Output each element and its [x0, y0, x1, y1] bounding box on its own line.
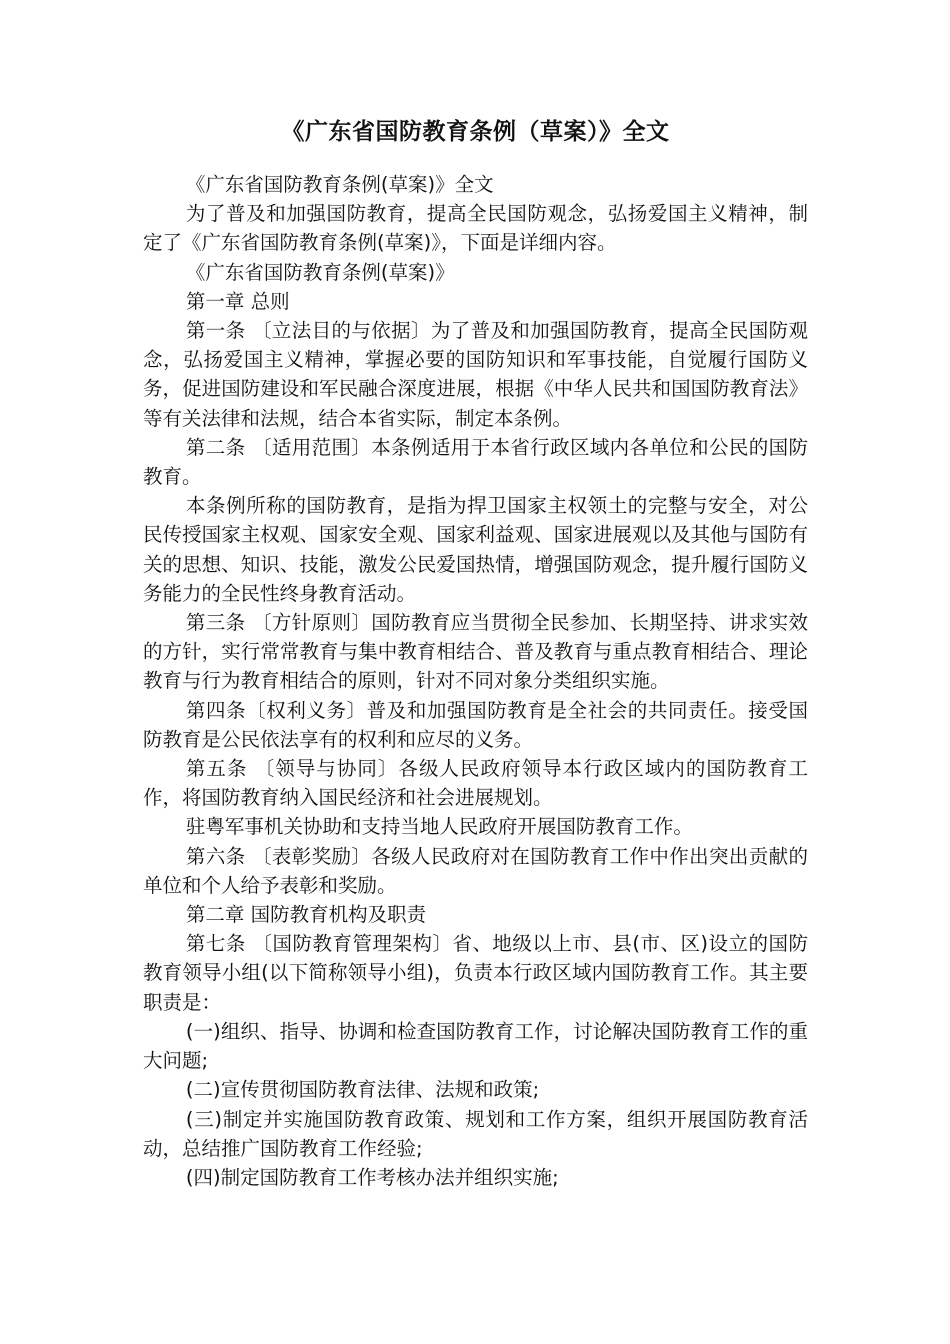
article-1: 第一条 〔立法目的与依据〕为了普及和加强国防教育，提高全民国防观念，弘扬爱国主义精神，掌握必要的国防知识和军事技能，自觉履行国防义务，促进国防建设和军民融合深度进展，根据《中华人民共和国国防教育法》等有关法律和法规，结合本省实际，制定本条例。: [143, 319, 808, 430]
paragraph-2: 为了普及和加强国防教育，提高全民国防观念，弘扬爱国主义精神，制定了《广东省国防教育条例(草案)》，下面是详细内容。: [143, 202, 808, 255]
document-page: [143, 112, 808, 1192]
article-3: 第三条 〔方针原则〕国防教育应当贯彻全民参加、长期坚持、讲求实效的方针，实行常常教育与集中教育相结合、普及教育与重点教育相结合、理论教育与行为教育相结合的原则，针对不同对象分类组织实施。: [143, 611, 808, 693]
article-5: 第五条 〔领导与协同〕各级人民政府领导本行政区域内的国防教育工作，将国防教育纳入国民经济和社会进展规划。: [143, 757, 808, 810]
chapter-2-heading: 第二章 国防教育机构及职责: [185, 903, 427, 927]
article-7-item-2: (二)宣传贯彻国防教育法律、法规和政策;: [185, 1078, 540, 1102]
article-2-definition: 本条例所称的国防教育，是指为捍卫国家主权领土的完整与安全，对公民传授国家主权观、国家安全观、国家利益观、国家进展观以及其他与国防有关的思想、知识、技能，激发公民爱国热情，增强国防观念，提升履行国防义务能力的全民性终身教育活动。: [143, 494, 808, 605]
article-7-item-1: (一)组织、指导、协调和检查国防教育工作，讨论解决国防教育工作的重大问题;: [143, 1019, 808, 1073]
document-title: 《广东省国防教育条例（草案）》全文: [281, 119, 670, 145]
paragraph-3: 《广东省国防教育条例(草案)》: [185, 260, 455, 284]
article-6: 第六条 〔表彰奖励〕各级人民政府对在国防教育工作中作出突出贡献的单位和个人给予表彰和奖励。: [143, 844, 808, 897]
article-5-supplement: 驻粤军事机关协助和支持当地人民政府开展国防教育工作。: [185, 815, 693, 839]
document-body: [143, 170, 808, 1192]
paragraph-1: 《广东省国防教育条例(草案)》全文: [185, 173, 494, 196]
article-7-item-3: (三)制定并实施国防教育政策、规划和工作方案，组织开展国防教育活动，总结推广国防教育工作经验;: [143, 1107, 808, 1160]
article-2: 第二条 〔适用范围〕本条例适用于本省行政区域内各单位和公民的国防教育。: [143, 435, 808, 489]
article-4: 第四条〔权利义务〕普及和加强国防教育是全社会的共同责任。接受国防教育是公民依法享有的权利和应尽的义务。: [143, 698, 808, 751]
article-7-item-4: (四)制定国防教育工作考核办法并组织实施;: [185, 1165, 559, 1189]
article-7: 第七条 〔国防教育管理架构〕省、地级以上市、县(市、区)设立的国防教育领导小组(以下简称领导小组)，负责本行政区域内国防教育工作。其主要职责是：: [143, 932, 808, 1014]
chapter-1-heading: 第一章 总则: [185, 289, 290, 313]
